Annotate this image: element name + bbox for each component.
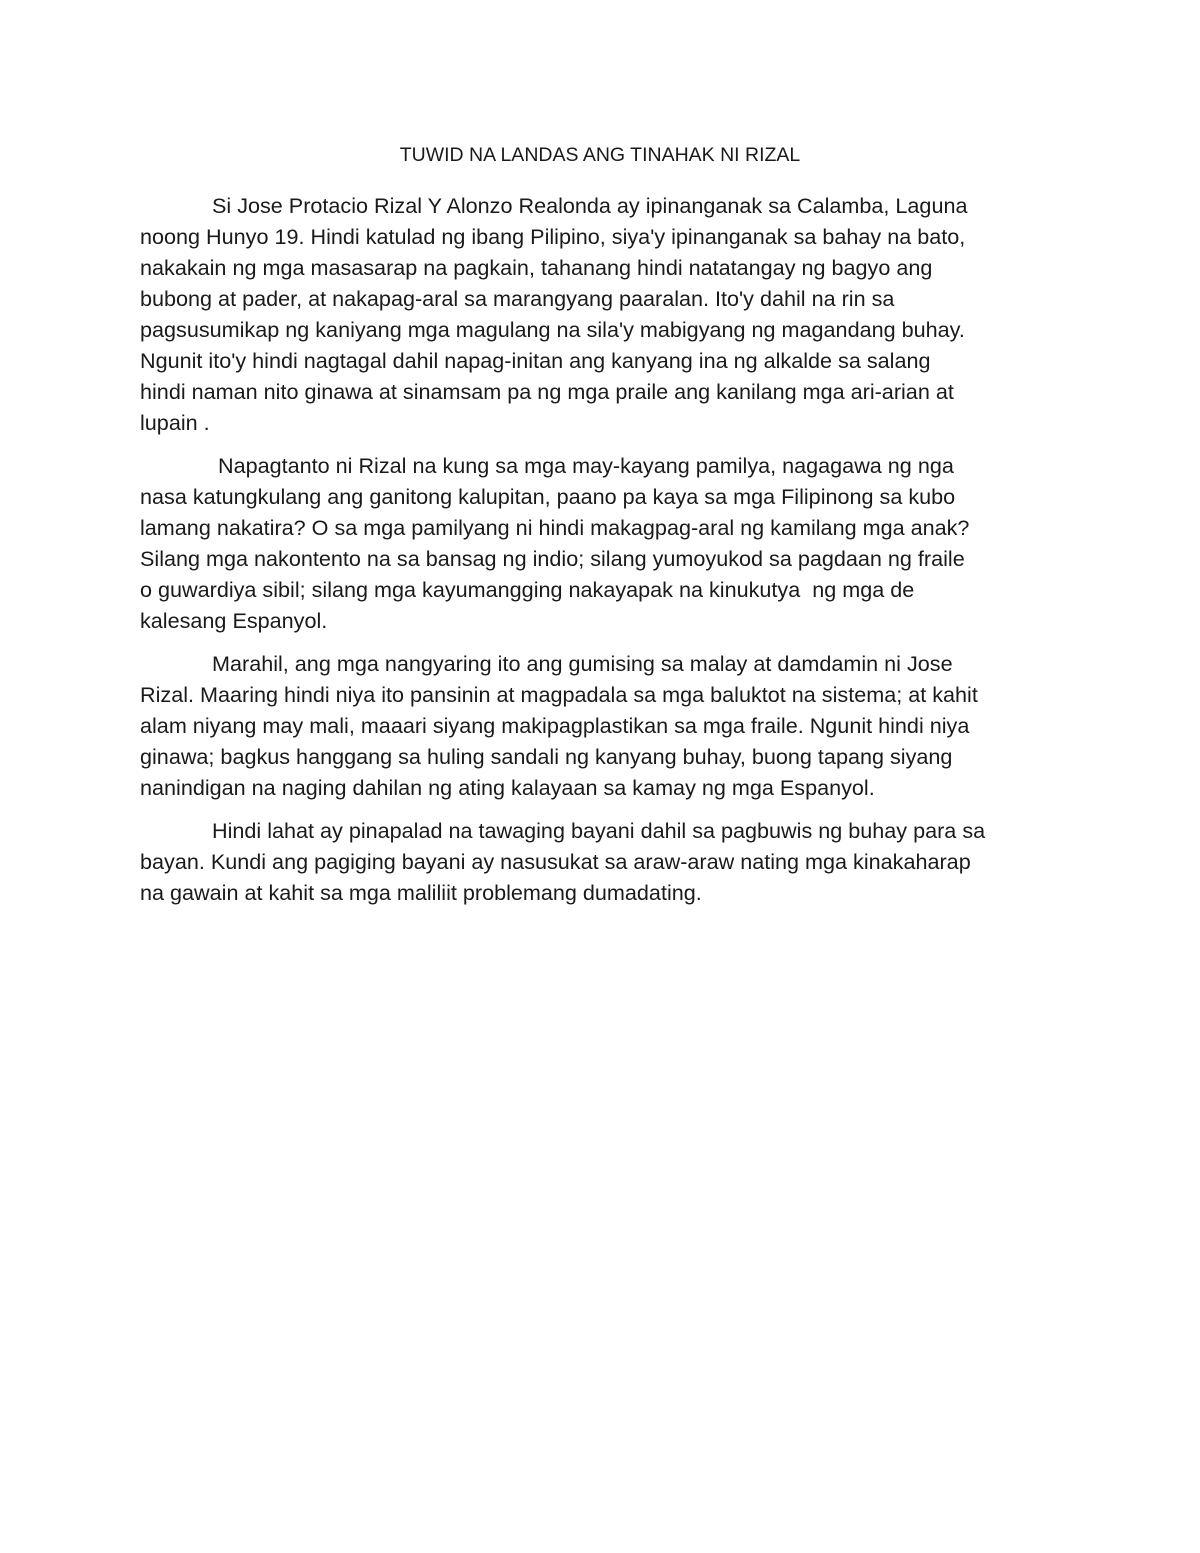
paragraph-line: o guwardiya sibil; silang mga kayumangging nakayapak na kinukutya ng mga de xyxy=(140,577,915,602)
paragraph-line: pagsusumikap ng kaniyang mga magulang na sila'y mabigyang ng magandang buhay. xyxy=(140,317,965,342)
paragraph-line: bayan. Kundi ang pagiging bayani ay nasusukat sa araw-araw nating mga kinakaharap xyxy=(140,849,971,874)
paragraph-line: Hindi lahat ay pinapalad na tawaging bayani dahil sa pagbuwis ng buhay para sa xyxy=(212,818,986,843)
paragraph-line: nakakain ng mga masasarap na pagkain, tahanang hindi natatangay ng bagyo ang xyxy=(140,255,933,280)
paragraph-line: lupain . xyxy=(140,410,210,435)
paragraph-4 xyxy=(140,815,1080,908)
paragraph-line: Si Jose Protacio Rizal Y Alonzo Realonda ay ipinanganak sa Calamba, Laguna xyxy=(212,193,968,218)
paragraph-line: alam niyang may mali, maaari siyang makipagplastikan sa mga fraile. Ngunit hindi niya xyxy=(140,713,970,738)
paragraph-line: nanindigan na naging dahilan ng ating kalayaan sa kamay ng mga Espanyol. xyxy=(140,775,875,800)
paragraph-line: nasa katungkulang ang ganitong kalupitan, paano pa kaya sa mga Filipinong sa kubo xyxy=(140,484,956,509)
paragraph-3 xyxy=(140,648,1080,803)
paragraph-line: Napagtanto ni Rizal na kung sa mga may-kayang pamilya, nagagawa ng nga xyxy=(212,453,954,478)
paragraph-line: noong Hunyo 19. Hindi katulad ng ibang Pilipino, siya'y ipinanganak sa bahay na bato, xyxy=(140,224,966,249)
document-title: TUWID NA LANDAS ANG TINAHAK NI RIZAL xyxy=(399,144,801,166)
paragraph-2 xyxy=(140,450,1080,636)
paragraph-line: Ngunit ito'y hindi nagtagal dahil napag-initan ang kanyang ina ng alkalde sa salang xyxy=(140,348,931,373)
paragraph-line: Silang mga nakontento na sa bansag ng indio; silang yumoyukod sa pagdaan ng fraile xyxy=(140,546,965,571)
paragraph-line: kalesang Espanyol. xyxy=(140,608,328,633)
paragraph-line: Marahil, ang mga nangyaring ito ang gumising sa malay at damdamin ni Jose xyxy=(212,651,953,676)
paragraph-1 xyxy=(140,190,1080,438)
paragraph-line: na gawain at kahit sa mga maliliit problemang dumadating. xyxy=(140,880,702,905)
paragraph-line: Rizal. Maaring hindi niya ito pansinin at magpadala sa mga baluktot na sistema; at kahit xyxy=(140,682,978,707)
paragraph-line: ginawa; bagkus hanggang sa huling sandali ng kanyang buhay, buong tapang siyang xyxy=(140,744,953,769)
paragraph-line: lamang nakatira? O sa mga pamilyang ni hindi makagpag-aral ng kamilang mga anak? xyxy=(140,515,970,540)
paragraph-line: bubong at pader, at nakapag-aral sa marangyang paaralan. Ito'y dahil na rin sa xyxy=(140,286,895,311)
paragraph-line: hindi naman nito ginawa at sinamsam pa ng mga praile ang kanilang mga ari-arian at xyxy=(140,379,954,404)
document-body xyxy=(140,190,1080,920)
